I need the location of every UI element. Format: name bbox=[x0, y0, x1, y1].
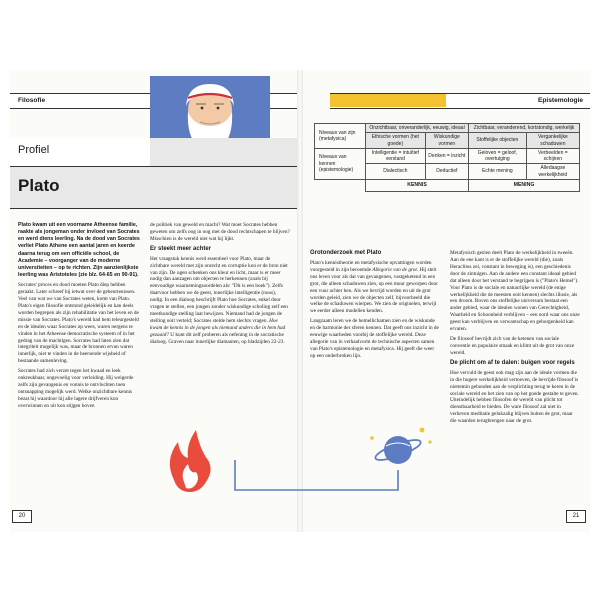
profile-label: Profiel bbox=[18, 144, 50, 156]
table-row-label: Niveaus van kennen (epistemologie) bbox=[315, 148, 366, 179]
text-span: . Hij stelt ons leven voor als dat van gevangenen, vastgeketend in een grot, die alleen schaduwen zien, op een muur geworpen door een vuur achter hen. Als we bevrijd worden en uit de grot worden geleid, zien we de objecten zelf, bijvoorbeeld die welke de schaduwen wierpen. We zien de originelen, terwijl we eerder alleen modellen kenden. bbox=[310, 266, 438, 315]
epistemology-table bbox=[314, 123, 580, 192]
table-cell: Alledaagse werkelijkheid bbox=[526, 164, 579, 180]
table-cell: Stoffelijke objecten bbox=[469, 133, 527, 149]
page-title: Plato bbox=[18, 176, 60, 195]
subheading: De plicht om af te dalen: buigen voor regels bbox=[450, 359, 575, 366]
text-span: Plato's kennistheorie en metafysische opvattingen worden voorgesteld in zijn beroemde bbox=[310, 259, 432, 273]
paragraph: Socrates had zich verzet tegen het kwaad en leek onkreukbaar, ongevoelig voor verleiding. Hij weigerde zelfs zijn gevangenis en vonnis te ontvluchten toen ontsnapping mogelijk werd. Welke onzichtbare kennis bezat hij waardoor hij alle lagere drijfveren kon overwinnen en uit kon stijgen boven bbox=[18, 368, 134, 409]
left-section-label: Filosofie bbox=[18, 97, 46, 104]
text-span: Het vraagstuk kennis werd essentieel voor Plato, maar de zichtbare wereld met zijn onrecht en corruptie kon er de bron niet van zijn. De ogen schenken ons kleur en licht, maar is er meer nodig dan aanzagen om objecten te herkennen (zoals bij eenvoudige waarnemingsoordelen als: "Dit is een boek"). Zelfs daarvoor hebben we de geest, innerlijke intelligentie ( bbox=[150, 255, 288, 297]
table-cell: Zichtbaar, veranderend, kortstondig, werkelijk bbox=[469, 124, 580, 133]
table-footer-opinion: MENING bbox=[469, 179, 580, 191]
divided-line bbox=[235, 460, 398, 490]
table-footer-knowledge: KENNIS bbox=[366, 179, 469, 191]
book-title: Allegorie van de grot bbox=[372, 266, 417, 273]
profile-divider-bottom bbox=[10, 208, 297, 209]
paragraph bbox=[310, 260, 440, 315]
table-row bbox=[315, 148, 580, 164]
table-cell: Echte mening bbox=[469, 164, 527, 180]
table-cell: Ethische vormen (het goede) bbox=[366, 133, 426, 149]
cave-illustration bbox=[160, 420, 450, 510]
profile-divider bbox=[10, 166, 297, 167]
table-cell: Intelligentie = intuïtief verstand bbox=[366, 148, 426, 164]
table-cell: Dialectisch bbox=[366, 164, 426, 180]
paragraph: De filosoof bevrijdt zich van de ketenen van sociale conventie en populaire smaak en klimt uit de grot van onze wereld. bbox=[450, 336, 575, 356]
table-cell: Geloven = geloof, overtuiging bbox=[469, 148, 527, 164]
text-span: ), nodig. In een dialoog beschrijft Plato hoe Socrates, enkel door vragen te stellen, een jongen zonder wiskundige scholing zelf een meetkundige stelling laat bewijzen. Niemand had de jongen de stelling ooit verteld; Socrates stelde hem slechts vragen. bbox=[150, 290, 288, 324]
paragraph: Langzaam leren we de hemellichamen zien en de wiskunde en de harmonie der sferen kennen. Dat geeft ons inzicht in de eeuwige waarheden voorbij de stoffelijke wereld. Deze allegorie van in verhaalvorm de technische aspecten samen van Plato's epistemologie en metafysica. Hij geeft die weer op een onderbroken lijn. bbox=[310, 318, 439, 359]
paragraph bbox=[150, 256, 290, 346]
table-row bbox=[315, 179, 580, 191]
quote: Hoe kwam de kennis in de jongen als niemand anders die in hem had gezaaid? bbox=[150, 317, 286, 338]
intro-paragraph: Plato kwam uit een voorname Atheense familie, raakte als jongeman onder invloed van Socrates en werd diens leerling. Na de dood van Socrates verliet Plato Athene een aantal jaren en keerde daarna terug om een officiële school, de Academie – voorganger van de moderne universiteiten – op te richten. Zijn aanzienlijkste leerling was Aristoteles (zie blz. 64-65 en 90-91). bbox=[18, 222, 140, 278]
left-column-1 bbox=[18, 222, 143, 413]
table-cell: Verbeelden = schijnen bbox=[526, 148, 579, 164]
table-cell: Denken = inzicht bbox=[425, 148, 468, 164]
left-column-2 bbox=[150, 222, 290, 349]
text-span: U kunt dit zelf proberen als oefening in de socratische dialoog. Graven naar innerlijke diamanten, op bladzijden 22-23. bbox=[150, 331, 285, 345]
table-cell: Wiskundige vormen bbox=[425, 133, 468, 149]
page-number-left: 20 bbox=[12, 510, 32, 523]
table-cell: Onzichtbaar, onveranderlijk, eeuwig, ideaal bbox=[366, 124, 469, 133]
subheading: Grotonderzoek met Plato bbox=[310, 250, 382, 256]
paragraph: Metafysisch gezien deelt Plato de werkelijkheid in tweeën. Aan de ene kant is er de stoffelijke wereld (die), zoals Heraclitus zei, constant in beweging is), een geschiedenis door de zintuigen. Aan de andere een constant ideaal gebied dat alleen door het verstand te begrijpen is ("Plato's Hemel"). Voor Plato is de sociale en natuurlijke wereld (de enige werkelijkheid die de meesten ooit kennen) slechts illusie, als een droom. Boven ons stoffelijke universum bestaat een ander gebied, waar de idealen wonen van Gerechtigheid, Waarheid en Schoonheid verblijven – een oord waar ons onze geest kan verblijven en verwantschap en geborgenheid kan ervaren. bbox=[450, 250, 580, 333]
planet-icon bbox=[373, 436, 422, 464]
table-cell: Vergankelijke schaduwen bbox=[526, 133, 579, 149]
paragraph: Socrates' proces en dood moeten Plato diep hebben geraakt. Later schreef hij ietwat over de gebeurtenissen. Veel van wat we van Socrates weten, komt van Plato. Plato's eigen filosofie ontstond geleidelijk en kan deels worden begrepen als zijn rehabilitatie van het leven en de missie van Socrates. Plato's wereld had hem teleurgesteld en de idealen waar Socrates op wees, waren nergens te vinden in het Atheense democratische systeem of in het gedrag van de machtigen. Socrates had laten zien dat integriteit mogelijk was, maar de bronnen ervan waren innerlijk, niet te vinden in de heersende wijsheid of bestaande samenleving. bbox=[18, 282, 139, 365]
right-accent-bar bbox=[330, 94, 446, 107]
right-column-2 bbox=[450, 250, 580, 428]
table-row bbox=[315, 124, 580, 133]
fire-icon bbox=[170, 430, 211, 492]
right-column-1 bbox=[310, 250, 440, 363]
subheading: Er steekt meer achter bbox=[150, 245, 212, 252]
table-cell-empty bbox=[315, 179, 366, 191]
page-number-right: 21 bbox=[566, 510, 586, 523]
right-section-label: Epistemologie bbox=[538, 97, 584, 104]
paragraph: Hoe vervuld de geest ook mag zijn aan de ideale vormen die in die hogere werkelijkheid vertoeven, de bevrijde filosoof is niettemin gebonden aan de verplichting terug te keren in de sociale wereld en het zien van op het goede gestalte te geven. Uiteindelijk hebben filosofen de wereld van plicht tot dienstbaarheid te bieden. De ware filosoof zal niet in verheven meditatie gelukzalig blijven buiten de grot, maar die waarden terugbrengen naar de grot. bbox=[450, 369, 579, 425]
term-nous: nous bbox=[263, 290, 274, 297]
table-row-label: Niveaus van zijn (metafysica) bbox=[315, 124, 366, 149]
table-cell: Deductief bbox=[425, 164, 468, 180]
paragraph: de politiek van geweld en macht? Wat moet Socrates hebben geweten om zelfs oog in oog met de dood rechtschapen te blijven? Misschien is de wereld niet wat hij lijkt. bbox=[150, 222, 290, 242]
